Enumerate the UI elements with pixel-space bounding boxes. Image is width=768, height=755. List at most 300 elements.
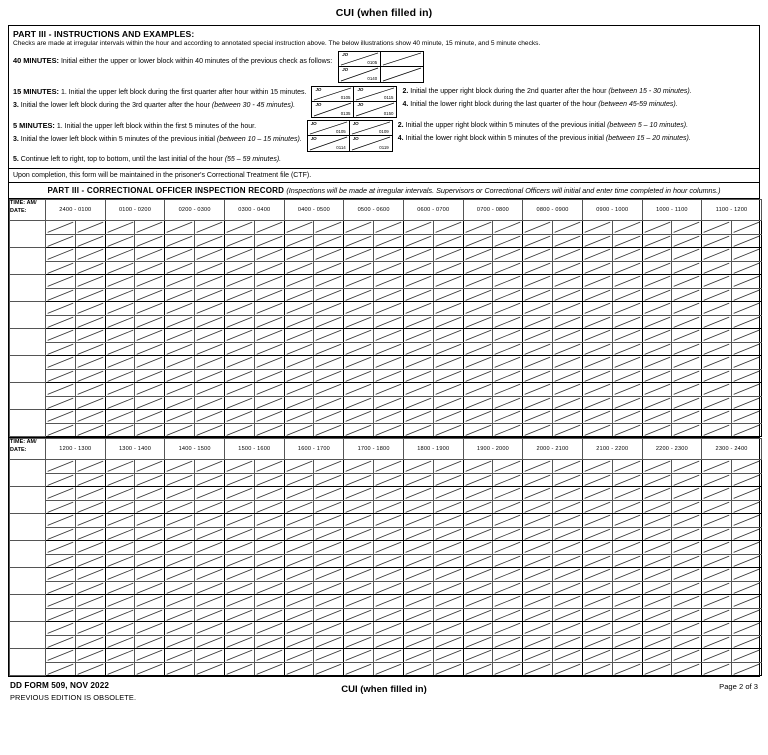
inspection-block-cell[interactable] — [224, 500, 254, 514]
inspection-block-cell[interactable] — [582, 248, 612, 262]
inspection-block-cell[interactable] — [344, 383, 374, 397]
inspection-block-cell[interactable] — [463, 396, 493, 410]
inspection-block-cell[interactable] — [523, 315, 553, 329]
inspection-block-cell[interactable] — [135, 635, 165, 649]
inspection-block-cell[interactable] — [433, 622, 463, 636]
inspection-block-cell[interactable] — [702, 221, 732, 235]
inspection-block-cell[interactable] — [493, 329, 523, 343]
inspection-block-cell[interactable] — [672, 342, 702, 356]
inspection-block-cell[interactable] — [493, 342, 523, 356]
inspection-block-cell[interactable] — [105, 487, 135, 501]
inspection-block-cell[interactable] — [195, 527, 225, 541]
inspection-block-cell[interactable] — [433, 568, 463, 582]
inspection-block-cell[interactable] — [314, 356, 344, 370]
inspection-block-cell[interactable] — [702, 261, 732, 275]
inspection-block-cell[interactable] — [732, 248, 762, 262]
inspection-block-cell[interactable] — [582, 527, 612, 541]
inspection-block-cell[interactable] — [702, 410, 732, 424]
inspection-block-cell[interactable] — [642, 662, 672, 676]
inspection-block-cell[interactable] — [105, 315, 135, 329]
inspection-block-cell[interactable] — [105, 369, 135, 383]
inspection-block-cell[interactable] — [165, 342, 195, 356]
inspection-block-cell[interactable] — [165, 622, 195, 636]
inspection-block-cell[interactable] — [672, 234, 702, 248]
inspection-block-cell[interactable] — [702, 514, 732, 528]
inspection-block-cell[interactable] — [75, 568, 105, 582]
inspection-block-cell[interactable] — [75, 248, 105, 262]
inspection-block-cell[interactable] — [195, 622, 225, 636]
inspection-block-cell[interactable] — [553, 383, 583, 397]
inspection-block-cell[interactable] — [284, 608, 314, 622]
inspection-block-cell[interactable] — [374, 500, 404, 514]
inspection-block-cell[interactable] — [403, 248, 433, 262]
inspection-block-cell[interactable] — [314, 275, 344, 289]
inspection-block-cell[interactable] — [374, 410, 404, 424]
inspection-block-cell[interactable] — [403, 221, 433, 235]
inspection-block-cell[interactable] — [523, 662, 553, 676]
inspection-block-cell[interactable] — [642, 234, 672, 248]
inspection-block-cell[interactable] — [702, 342, 732, 356]
inspection-block-cell[interactable] — [642, 581, 672, 595]
inspection-block-cell[interactable] — [553, 662, 583, 676]
inspection-block-cell[interactable] — [46, 581, 76, 595]
inspection-block-cell[interactable] — [702, 356, 732, 370]
inspection-block-cell[interactable] — [105, 383, 135, 397]
inspection-block-cell[interactable] — [46, 383, 76, 397]
inspection-block-cell[interactable] — [523, 396, 553, 410]
inspection-block-cell[interactable] — [642, 302, 672, 316]
inspection-block-cell[interactable] — [46, 261, 76, 275]
inspection-block-cell[interactable] — [523, 608, 553, 622]
inspection-block-cell[interactable] — [642, 622, 672, 636]
inspection-block-cell[interactable] — [254, 302, 284, 316]
inspection-block-cell[interactable] — [582, 234, 612, 248]
inspection-block-cell[interactable] — [732, 423, 762, 437]
inspection-block-cell[interactable] — [403, 595, 433, 609]
inspection-block-cell[interactable] — [582, 541, 612, 555]
inspection-block-cell[interactable] — [463, 500, 493, 514]
inspection-block-cell[interactable] — [46, 221, 76, 235]
inspection-block-cell[interactable] — [344, 396, 374, 410]
inspection-block-cell[interactable] — [553, 275, 583, 289]
inspection-block-cell[interactable] — [523, 329, 553, 343]
inspection-block-cell[interactable] — [254, 649, 284, 663]
inspection-block-cell[interactable] — [612, 500, 642, 514]
inspection-block-cell[interactable] — [582, 500, 612, 514]
inspection-block-cell[interactable] — [224, 396, 254, 410]
inspection-block-cell[interactable] — [374, 541, 404, 555]
inspection-block-cell[interactable] — [284, 410, 314, 424]
inspection-block-cell[interactable] — [403, 423, 433, 437]
inspection-block-cell[interactable] — [314, 527, 344, 541]
inspection-block-cell[interactable] — [165, 329, 195, 343]
inspection-block-cell[interactable] — [105, 581, 135, 595]
inspection-block-cell[interactable] — [523, 261, 553, 275]
inspection-block-cell[interactable] — [105, 473, 135, 487]
inspection-block-cell[interactable] — [612, 410, 642, 424]
inspection-block-cell[interactable] — [463, 383, 493, 397]
inspection-block-cell[interactable] — [105, 396, 135, 410]
inspection-block-cell[interactable] — [374, 527, 404, 541]
inspection-block-cell[interactable] — [254, 369, 284, 383]
inspection-block-cell[interactable] — [493, 369, 523, 383]
inspection-block-cell[interactable] — [75, 527, 105, 541]
inspection-block-cell[interactable] — [284, 460, 314, 474]
inspection-block-cell[interactable] — [254, 622, 284, 636]
inspection-block-cell[interactable] — [642, 527, 672, 541]
inspection-block-cell[interactable] — [314, 329, 344, 343]
inspection-block-cell[interactable] — [374, 649, 404, 663]
inspection-block-cell[interactable] — [463, 234, 493, 248]
inspection-block-cell[interactable] — [46, 234, 76, 248]
inspection-block-cell[interactable] — [46, 622, 76, 636]
inspection-block-cell[interactable] — [135, 460, 165, 474]
inspection-block-cell[interactable] — [523, 221, 553, 235]
inspection-block-cell[interactable] — [254, 221, 284, 235]
inspection-block-cell[interactable] — [433, 288, 463, 302]
inspection-block-cell[interactable] — [463, 473, 493, 487]
inspection-block-cell[interactable] — [75, 383, 105, 397]
inspection-block-cell[interactable] — [314, 635, 344, 649]
inspection-block-cell[interactable] — [105, 356, 135, 370]
inspection-block-cell[interactable] — [135, 622, 165, 636]
inspection-block-cell[interactable] — [75, 581, 105, 595]
inspection-block-cell[interactable] — [165, 275, 195, 289]
inspection-block-cell[interactable] — [105, 261, 135, 275]
inspection-block-cell[interactable] — [612, 396, 642, 410]
inspection-block-cell[interactable] — [433, 221, 463, 235]
inspection-block-cell[interactable] — [642, 315, 672, 329]
inspection-block-cell[interactable] — [493, 410, 523, 424]
inspection-block-cell[interactable] — [433, 595, 463, 609]
inspection-block-cell[interactable] — [642, 423, 672, 437]
inspection-block-cell[interactable] — [165, 248, 195, 262]
inspection-block-cell[interactable] — [672, 329, 702, 343]
inspection-block-cell[interactable] — [75, 500, 105, 514]
inspection-block-cell[interactable] — [195, 649, 225, 663]
inspection-block-cell[interactable] — [165, 423, 195, 437]
inspection-block-cell[interactable] — [612, 622, 642, 636]
inspection-block-cell[interactable] — [463, 541, 493, 555]
inspection-block-cell[interactable] — [374, 356, 404, 370]
inspection-block-cell[interactable] — [344, 221, 374, 235]
date-entry-cell[interactable] — [10, 460, 46, 487]
inspection-block-cell[interactable] — [135, 248, 165, 262]
inspection-block-cell[interactable] — [463, 410, 493, 424]
inspection-block-cell[interactable] — [702, 500, 732, 514]
inspection-block-cell[interactable] — [523, 248, 553, 262]
inspection-block-cell[interactable] — [433, 329, 463, 343]
inspection-block-cell[interactable] — [254, 581, 284, 595]
inspection-block-cell[interactable] — [284, 500, 314, 514]
inspection-block-cell[interactable] — [135, 396, 165, 410]
inspection-block-cell[interactable] — [254, 410, 284, 424]
inspection-block-cell[interactable] — [224, 649, 254, 663]
inspection-block-cell[interactable] — [433, 662, 463, 676]
inspection-block-cell[interactable] — [553, 635, 583, 649]
inspection-block-cell[interactable] — [403, 568, 433, 582]
inspection-block-cell[interactable] — [314, 288, 344, 302]
inspection-block-cell[interactable] — [374, 568, 404, 582]
inspection-block-cell[interactable] — [195, 568, 225, 582]
inspection-block-cell[interactable] — [314, 423, 344, 437]
inspection-block-cell[interactable] — [463, 568, 493, 582]
inspection-block-cell[interactable] — [75, 396, 105, 410]
inspection-block-cell[interactable] — [46, 662, 76, 676]
inspection-block-cell[interactable] — [284, 369, 314, 383]
inspection-block-cell[interactable] — [284, 302, 314, 316]
inspection-block-cell[interactable] — [75, 234, 105, 248]
inspection-block-cell[interactable] — [46, 315, 76, 329]
inspection-block-cell[interactable] — [553, 234, 583, 248]
inspection-block-cell[interactable] — [612, 234, 642, 248]
inspection-block-cell[interactable] — [463, 649, 493, 663]
inspection-block-cell[interactable] — [523, 473, 553, 487]
inspection-block-cell[interactable] — [195, 221, 225, 235]
inspection-block-cell[interactable] — [433, 342, 463, 356]
inspection-block-cell[interactable] — [403, 554, 433, 568]
inspection-block-cell[interactable] — [553, 554, 583, 568]
inspection-block-cell[interactable] — [224, 622, 254, 636]
inspection-block-cell[interactable] — [224, 527, 254, 541]
inspection-block-cell[interactable] — [523, 275, 553, 289]
inspection-block-cell[interactable] — [195, 541, 225, 555]
inspection-block-cell[interactable] — [553, 329, 583, 343]
inspection-block-cell[interactable] — [403, 622, 433, 636]
inspection-block-cell[interactable] — [254, 275, 284, 289]
inspection-block-cell[interactable] — [612, 649, 642, 663]
inspection-block-cell[interactable] — [135, 608, 165, 622]
inspection-block-cell[interactable] — [642, 410, 672, 424]
inspection-block-cell[interactable] — [463, 342, 493, 356]
inspection-block-cell[interactable] — [732, 369, 762, 383]
inspection-block-cell[interactable] — [344, 527, 374, 541]
inspection-block-cell[interactable] — [135, 234, 165, 248]
inspection-block-cell[interactable] — [732, 315, 762, 329]
inspection-block-cell[interactable] — [135, 356, 165, 370]
inspection-block-cell[interactable] — [284, 261, 314, 275]
inspection-block-cell[interactable] — [314, 221, 344, 235]
inspection-block-cell[interactable] — [195, 608, 225, 622]
inspection-block-cell[interactable] — [672, 595, 702, 609]
inspection-block-cell[interactable] — [433, 356, 463, 370]
inspection-block-cell[interactable] — [433, 383, 463, 397]
inspection-block-cell[interactable] — [46, 473, 76, 487]
inspection-block-cell[interactable] — [672, 622, 702, 636]
inspection-block-cell[interactable] — [642, 554, 672, 568]
inspection-block-cell[interactable] — [254, 261, 284, 275]
inspection-block-cell[interactable] — [642, 649, 672, 663]
inspection-block-cell[interactable] — [374, 369, 404, 383]
inspection-block-cell[interactable] — [105, 514, 135, 528]
inspection-block-cell[interactable] — [195, 234, 225, 248]
inspection-block-cell[interactable] — [284, 487, 314, 501]
inspection-block-cell[interactable] — [344, 554, 374, 568]
inspection-block-cell[interactable] — [284, 595, 314, 609]
inspection-block-cell[interactable] — [612, 608, 642, 622]
inspection-block-cell[interactable] — [46, 487, 76, 501]
inspection-block-cell[interactable] — [612, 302, 642, 316]
inspection-block-cell[interactable] — [553, 500, 583, 514]
inspection-block-cell[interactable] — [374, 275, 404, 289]
inspection-block-cell[interactable] — [523, 554, 553, 568]
inspection-block-cell[interactable] — [344, 356, 374, 370]
inspection-block-cell[interactable] — [165, 383, 195, 397]
inspection-block-cell[interactable] — [672, 396, 702, 410]
inspection-block-cell[interactable] — [433, 649, 463, 663]
inspection-block-cell[interactable] — [344, 261, 374, 275]
inspection-block-cell[interactable] — [344, 473, 374, 487]
inspection-block-cell[interactable] — [165, 396, 195, 410]
inspection-block-cell[interactable] — [582, 369, 612, 383]
inspection-block-cell[interactable] — [374, 221, 404, 235]
inspection-block-cell[interactable] — [672, 541, 702, 555]
inspection-block-cell[interactable] — [523, 383, 553, 397]
inspection-block-cell[interactable] — [254, 527, 284, 541]
inspection-block-cell[interactable] — [224, 541, 254, 555]
inspection-block-cell[interactable] — [612, 514, 642, 528]
date-entry-cell[interactable] — [10, 248, 46, 275]
inspection-block-cell[interactable] — [165, 356, 195, 370]
inspection-block-cell[interactable] — [46, 396, 76, 410]
inspection-block-cell[interactable] — [224, 423, 254, 437]
inspection-block-cell[interactable] — [46, 369, 76, 383]
inspection-block-cell[interactable] — [493, 635, 523, 649]
inspection-block-cell[interactable] — [582, 410, 612, 424]
inspection-block-cell[interactable] — [642, 595, 672, 609]
inspection-block-cell[interactable] — [582, 514, 612, 528]
inspection-block-cell[interactable] — [732, 342, 762, 356]
date-entry-cell[interactable] — [10, 356, 46, 383]
inspection-block-cell[interactable] — [403, 234, 433, 248]
inspection-block-cell[interactable] — [165, 608, 195, 622]
inspection-block-cell[interactable] — [732, 527, 762, 541]
inspection-block-cell[interactable] — [195, 473, 225, 487]
inspection-block-cell[interactable] — [254, 396, 284, 410]
inspection-block-cell[interactable] — [612, 369, 642, 383]
inspection-block-cell[interactable] — [135, 541, 165, 555]
inspection-block-cell[interactable] — [165, 635, 195, 649]
inspection-block-cell[interactable] — [195, 581, 225, 595]
inspection-block-cell[interactable] — [642, 248, 672, 262]
inspection-block-cell[interactable] — [433, 487, 463, 501]
inspection-block-cell[interactable] — [165, 315, 195, 329]
inspection-block-cell[interactable] — [254, 595, 284, 609]
inspection-block-cell[interactable] — [314, 261, 344, 275]
inspection-block-cell[interactable] — [224, 568, 254, 582]
inspection-block-cell[interactable] — [523, 527, 553, 541]
inspection-block-cell[interactable] — [672, 527, 702, 541]
inspection-block-cell[interactable] — [433, 234, 463, 248]
inspection-block-cell[interactable] — [702, 315, 732, 329]
inspection-block-cell[interactable] — [582, 595, 612, 609]
inspection-block-cell[interactable] — [314, 595, 344, 609]
inspection-block-cell[interactable] — [105, 500, 135, 514]
inspection-block-cell[interactable] — [46, 275, 76, 289]
inspection-block-cell[interactable] — [254, 460, 284, 474]
inspection-block-cell[interactable] — [642, 356, 672, 370]
inspection-block-cell[interactable] — [374, 423, 404, 437]
inspection-block-cell[interactable] — [553, 396, 583, 410]
inspection-block-cell[interactable] — [314, 396, 344, 410]
inspection-block-cell[interactable] — [493, 662, 523, 676]
inspection-block-cell[interactable] — [46, 568, 76, 582]
inspection-block-cell[interactable] — [523, 302, 553, 316]
inspection-block-cell[interactable] — [105, 423, 135, 437]
inspection-block-cell[interactable] — [702, 608, 732, 622]
inspection-block-cell[interactable] — [314, 315, 344, 329]
inspection-block-cell[interactable] — [463, 369, 493, 383]
inspection-block-cell[interactable] — [642, 221, 672, 235]
inspection-block-cell[interactable] — [254, 662, 284, 676]
inspection-block-cell[interactable] — [344, 410, 374, 424]
inspection-block-cell[interactable] — [582, 581, 612, 595]
inspection-block-cell[interactable] — [374, 288, 404, 302]
inspection-block-cell[interactable] — [582, 635, 612, 649]
inspection-block-cell[interactable] — [75, 221, 105, 235]
inspection-block-cell[interactable] — [344, 487, 374, 501]
inspection-block-cell[interactable] — [105, 288, 135, 302]
inspection-block-cell[interactable] — [284, 662, 314, 676]
inspection-block-cell[interactable] — [433, 261, 463, 275]
inspection-block-cell[interactable] — [105, 541, 135, 555]
inspection-block-cell[interactable] — [224, 487, 254, 501]
inspection-block-cell[interactable] — [493, 500, 523, 514]
inspection-block-cell[interactable] — [433, 248, 463, 262]
inspection-block-cell[interactable] — [553, 608, 583, 622]
inspection-block-cell[interactable] — [105, 662, 135, 676]
inspection-block-cell[interactable] — [732, 541, 762, 555]
inspection-block-cell[interactable] — [702, 302, 732, 316]
inspection-block-cell[interactable] — [314, 568, 344, 582]
inspection-block-cell[interactable] — [284, 342, 314, 356]
inspection-block-cell[interactable] — [284, 329, 314, 343]
inspection-block-cell[interactable] — [105, 302, 135, 316]
inspection-block-cell[interactable] — [195, 423, 225, 437]
inspection-block-cell[interactable] — [523, 234, 553, 248]
inspection-block-cell[interactable] — [165, 541, 195, 555]
inspection-block-cell[interactable] — [642, 383, 672, 397]
inspection-block-cell[interactable] — [284, 527, 314, 541]
inspection-block-cell[interactable] — [493, 622, 523, 636]
inspection-block-cell[interactable] — [672, 662, 702, 676]
inspection-block-cell[interactable] — [612, 473, 642, 487]
inspection-block-cell[interactable] — [46, 460, 76, 474]
inspection-block-cell[interactable] — [582, 315, 612, 329]
inspection-block-cell[interactable] — [75, 514, 105, 528]
inspection-block-cell[interactable] — [135, 369, 165, 383]
inspection-block-cell[interactable] — [254, 554, 284, 568]
inspection-block-cell[interactable] — [224, 248, 254, 262]
inspection-block-cell[interactable] — [105, 342, 135, 356]
inspection-block-cell[interactable] — [75, 288, 105, 302]
inspection-block-cell[interactable] — [46, 608, 76, 622]
inspection-block-cell[interactable] — [702, 554, 732, 568]
inspection-block-cell[interactable] — [463, 595, 493, 609]
inspection-block-cell[interactable] — [493, 248, 523, 262]
inspection-block-cell[interactable] — [224, 554, 254, 568]
inspection-block-cell[interactable] — [732, 514, 762, 528]
inspection-block-cell[interactable] — [732, 595, 762, 609]
inspection-block-cell[interactable] — [463, 514, 493, 528]
inspection-block-cell[interactable] — [224, 356, 254, 370]
inspection-block-cell[interactable] — [314, 369, 344, 383]
inspection-block-cell[interactable] — [165, 595, 195, 609]
inspection-block-cell[interactable] — [642, 396, 672, 410]
inspection-block-cell[interactable] — [493, 487, 523, 501]
inspection-block-cell[interactable] — [433, 473, 463, 487]
inspection-block-cell[interactable] — [642, 460, 672, 474]
